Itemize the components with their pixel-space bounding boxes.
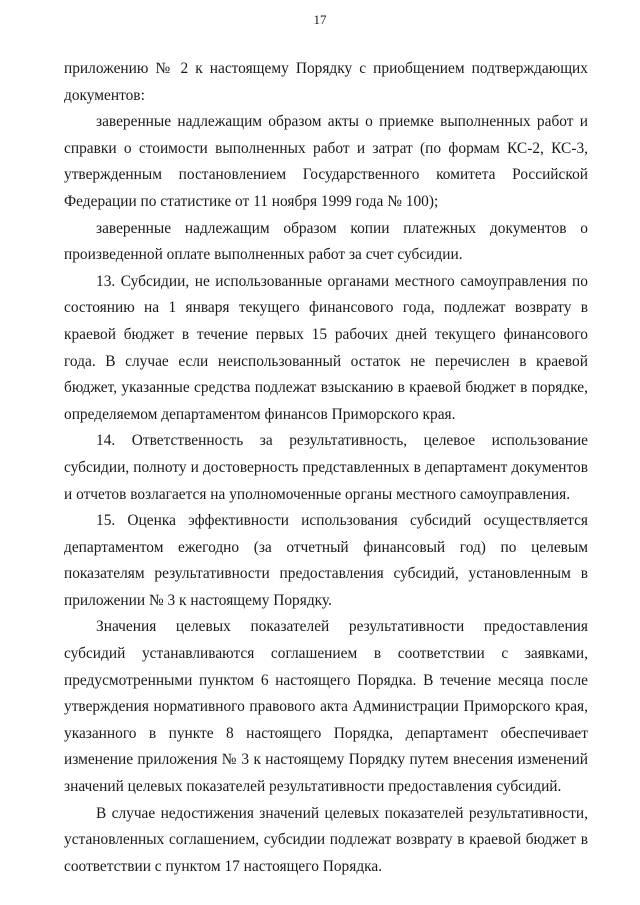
paragraph-clause-14: 14. Ответственность за результативность, целевое использование субсидии, полноту и достоверность представленных в департамент документов и отчетов возлагается на уполномоченные органы местного самоуправления. — [64, 432, 588, 503]
paragraph-acts-list-item: заверенные надлежащим образом акты о приемке выполненных работ и справки о стоимости выполненных работ и затрат (по формам КС-2, КС-3, утвержденным постановлением Государственного комитета Российской Федерации по статистике от 11 ноября 1999 года № 100); — [64, 113, 588, 210]
paragraph-clause-13: 13. Субсидии, не использованные органами местного самоуправления по состоянию на 1 января текущего финансового года, подлежат возврату в краевой бюджет в течение первых 15 рабочих дней текущего финансового года. В случае если неиспользованный остаток не перечислен в краевой бюджет, указанные средства подлежат взысканию в краевой бюджет в порядке, определяемом департаментом финансов Приморского края. — [64, 272, 588, 423]
paragraph-continuation: приложению № 2 к настоящему Порядку с приобщением подтверждающих документов: — [64, 60, 588, 104]
paragraph-payment-docs-list-item: заверенные надлежащим образом копии платежных документов о произведенной оплате выполненных работ за счет субсидии. — [64, 219, 588, 264]
page-number: 17 — [313, 12, 327, 27]
document-body — [64, 56, 588, 880]
paragraph-clause-15: 15. Оценка эффективности использования субсидий осуществляется департаментом ежегодно (за отчетный финансовый год) по целевым показателям результативности предоставления субсидий, установленным в приложении № 3 к настоящему Порядку. — [64, 512, 588, 609]
paragraph-target-values: Значения целевых показателей результативности предоставления субсидий устанавливаются соглашением в соответствии с заявками, предусмотренными пунктом 6 настоящего Порядка. В течение месяца после утверждения нормативного правового акта Администрации Приморского края, указанного в пункте 8 настоящего Порядка, департамент обеспечивает изменение приложения № 3 к настоящему Порядку путем внесения изменений значений целевых показателей результативности предоставления субсидий. — [64, 618, 588, 796]
paragraph-non-achievement: В случае недостижения значений целевых показателей результативности, установленных соглашением, субсидии подлежат возврату в краевой бюджет в соответствии с пунктом 17 настоящего Порядка. — [64, 804, 588, 875]
